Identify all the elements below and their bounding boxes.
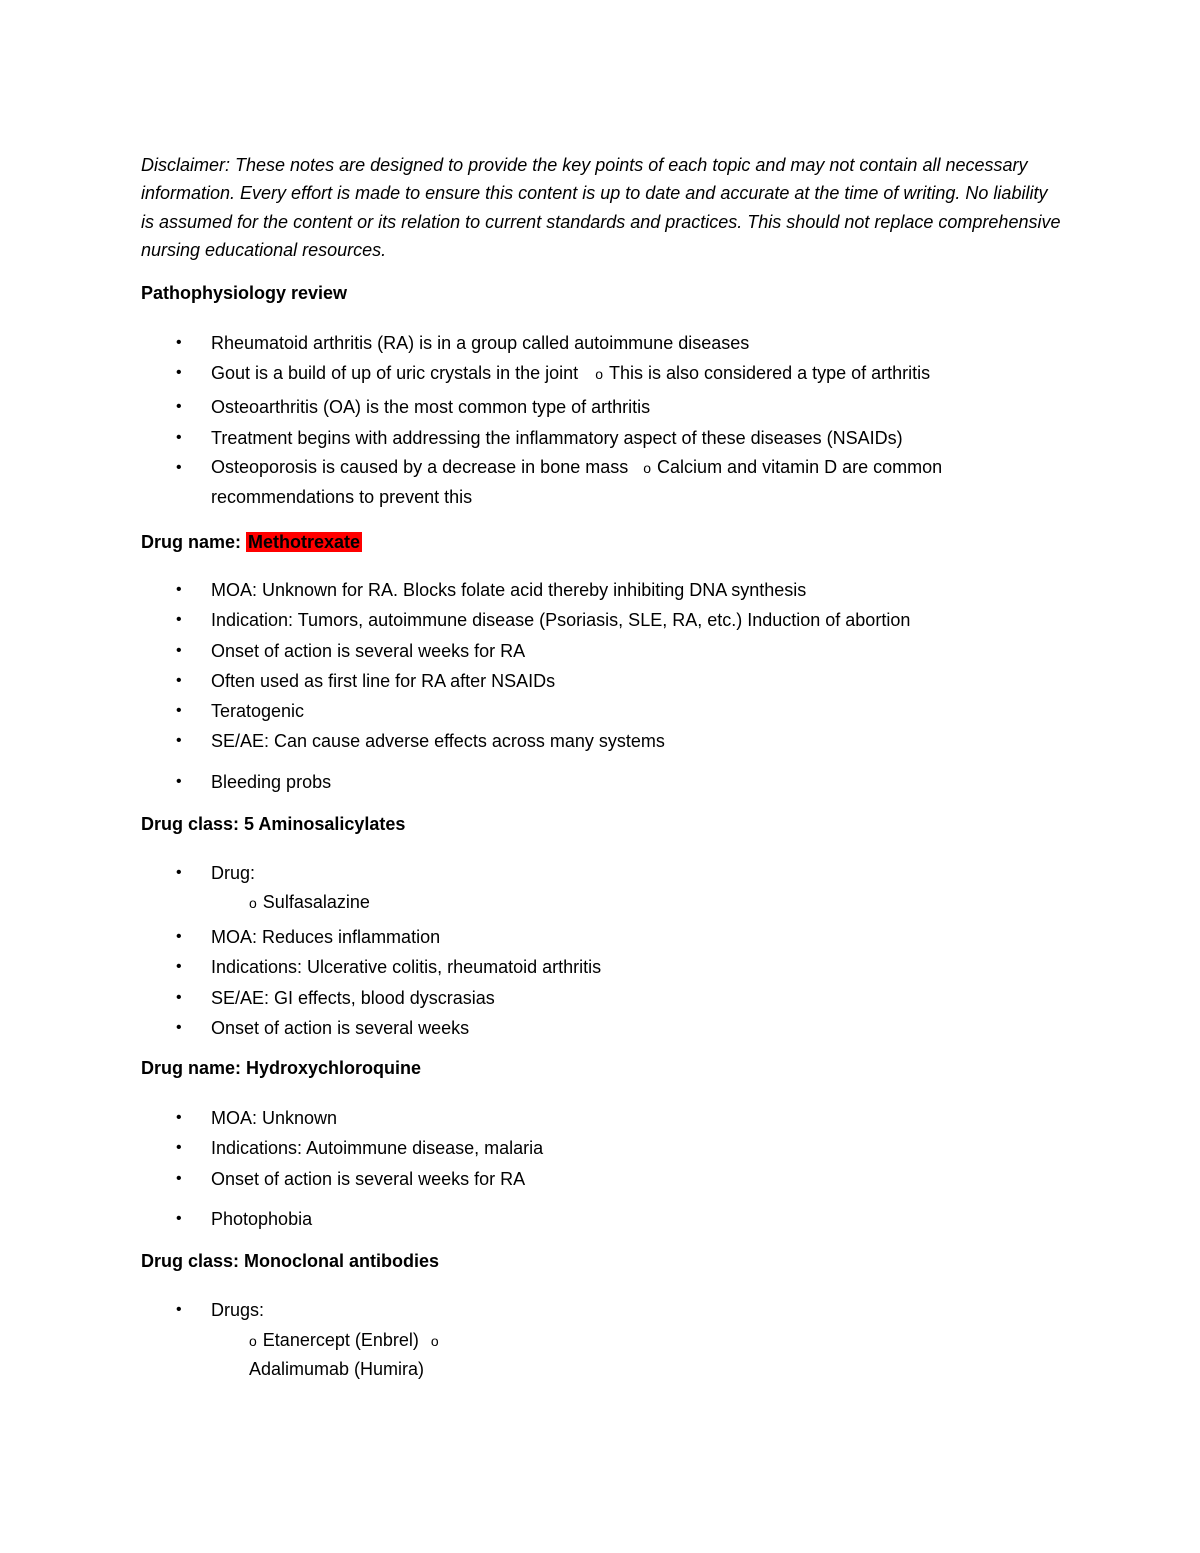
bullet-icon: • — [176, 1019, 182, 1036]
bullet-icon: • — [176, 702, 182, 719]
disclaimer-paragraph: Disclaimer: These notes are designed to provide the key points of each topic and may not contain all necessary information. Every effort is made to ensure this content is up to date and accurate at the time of writing. No liability is assumed for the content or its relation to current standards and practices. This should not replace comprehensive nursing educational resources. — [141, 155, 1061, 260]
section-heading-monoclonal-antibodies: Drug class: Monoclonal antibodies — [141, 1251, 440, 1271]
sub-bullet-icon: o — [430, 1333, 439, 1349]
sub-bullet-icon: o — [249, 1333, 257, 1349]
list-item: Bleeding probs — [211, 772, 332, 792]
bullet-icon: • — [176, 732, 182, 749]
list-item-text: Osteoporosis is caused by a decrease in bone mass — [211, 457, 629, 477]
heading-label: Drug name: — [141, 532, 247, 552]
bullet-icon: • — [176, 1301, 182, 1318]
section-heading-pathophysiology: Pathophysiology review — [141, 283, 348, 303]
bullet-icon: • — [176, 429, 182, 446]
list-item: Indications: Autoimmune disease, malaria — [211, 1138, 544, 1158]
bullet-icon: • — [176, 672, 182, 689]
list-item: MOA: Unknown — [211, 1108, 338, 1128]
list-item: Drugs: — [211, 1300, 265, 1320]
sub-list-item — [249, 890, 370, 915]
sub-list-item: Adalimumab (Humira) — [249, 1359, 425, 1379]
list-item: Onset of action is several weeks for RA — [211, 641, 526, 661]
bullet-icon: • — [176, 642, 182, 659]
list-item: SE/AE: Can cause adverse effects across many systems — [211, 731, 665, 751]
bullet-icon: • — [176, 928, 182, 945]
bullet-icon: • — [176, 1210, 182, 1227]
list-item: Often used as first line for RA after NSAIDs — [211, 671, 556, 691]
list-item: Drug: — [211, 863, 256, 883]
bullet-icon: • — [176, 611, 182, 628]
list-item: Rheumatoid arthritis (RA) is in a group called autoimmune diseases — [211, 333, 750, 353]
sub-item-text: Etanercept (Enbrel) — [262, 1330, 419, 1350]
section-heading-methotrexate — [141, 530, 362, 554]
list-item: Onset of action is several weeks for RA — [211, 1169, 526, 1189]
bullet-icon: • — [176, 1170, 182, 1187]
sub-item-text: Calcium and vitamin D are common recommendations to prevent this — [211, 457, 943, 507]
sub-item-text: This is also considered a type of arthritis — [609, 363, 931, 383]
list-item: Photophobia — [211, 1209, 313, 1229]
list-item: MOA: Unknown for RA. Blocks folate acid thereby inhibiting DNA synthesis — [211, 580, 807, 600]
section-heading-aminosalicylates: Drug class: 5 Aminosalicylates — [141, 814, 406, 834]
list-item: Onset of action is several weeks — [211, 1018, 470, 1038]
sub-bullet-icon: o — [595, 366, 603, 382]
bullet-icon: • — [176, 364, 182, 381]
sub-bullet-icon: o — [643, 460, 652, 476]
list-item — [211, 361, 930, 386]
bullet-icon: • — [176, 958, 182, 975]
list-item: Indications: Ulcerative colitis, rheumatoid arthritis — [211, 957, 602, 977]
bullet-icon: • — [176, 1109, 182, 1126]
bullet-icon: • — [176, 459, 182, 476]
bullet-icon: • — [176, 864, 182, 881]
list-item — [211, 453, 1011, 512]
bullet-icon: • — [176, 1139, 182, 1156]
list-item-text: Gout is a build of up of uric crystals in the joint — [211, 363, 579, 383]
section-heading-hydroxychloroquine: Drug name: Hydroxychloroquine — [141, 1058, 422, 1078]
sub-item-text: Sulfasalazine — [262, 892, 370, 912]
list-item: Treatment begins with addressing the inflammatory aspect of these diseases (NSAIDs) — [211, 428, 903, 448]
bullet-icon: • — [176, 398, 182, 415]
list-item: SE/AE: GI effects, blood dyscrasias — [211, 988, 495, 1008]
bullet-icon: • — [176, 581, 182, 598]
bullet-icon: • — [176, 334, 182, 351]
list-item: Indication: Tumors, autoimmune disease (Psoriasis, SLE, RA, etc.) Induction of abortion — [211, 610, 911, 630]
bullet-icon: • — [176, 773, 182, 790]
sub-bullet-icon: o — [249, 895, 257, 911]
bullet-icon: • — [176, 989, 182, 1006]
list-item: MOA: Reduces inflammation — [211, 927, 441, 947]
list-item: Osteoarthritis (OA) is the most common type of arthritis — [211, 397, 651, 417]
highlighted-drug-name: Methotrexate — [248, 532, 361, 552]
list-item: Teratogenic — [211, 701, 305, 721]
sub-list-item — [249, 1328, 445, 1353]
